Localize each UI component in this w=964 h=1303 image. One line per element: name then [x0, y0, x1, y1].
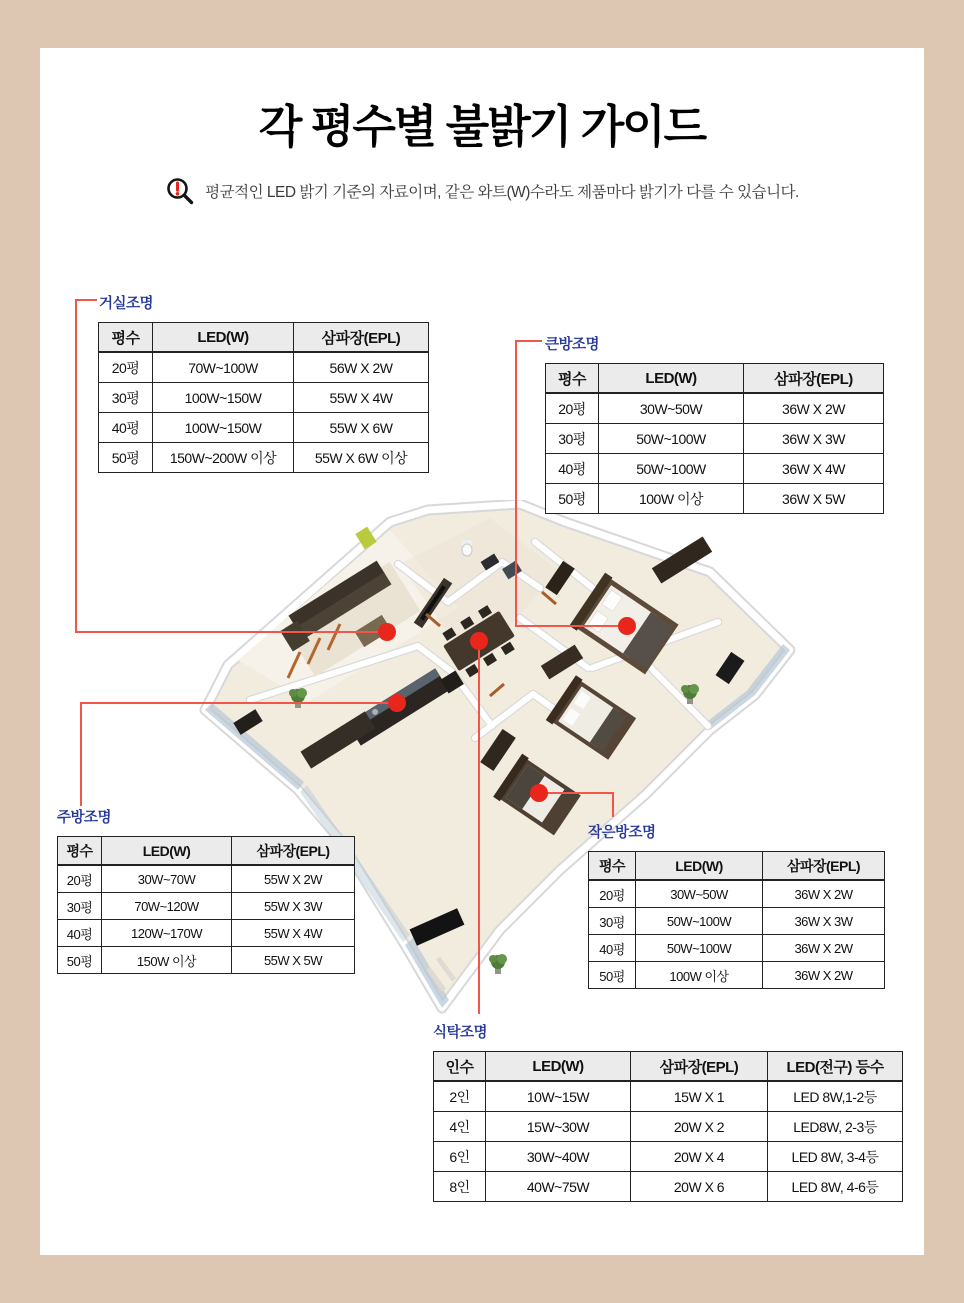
smallroom-table: [588, 851, 885, 989]
table-row: 4인 15W~30W 20W X 2 LED8W, 2-3등: [434, 1112, 903, 1142]
col-header: 인수: [434, 1052, 486, 1082]
table-label-bigroom: 큰방조명: [545, 337, 600, 353]
table-row: 40평 50W~100W 36W X 4W: [546, 454, 884, 484]
col-header: LED(W): [486, 1052, 631, 1082]
col-header: LED(W): [599, 364, 744, 394]
table-group-dining: [433, 1021, 903, 1202]
table-row: 30평 70W~120W 55W X 3W: [58, 893, 355, 920]
col-header: LED(W): [636, 852, 763, 881]
table-row: 50평 150W 이상 55W X 5W: [58, 947, 355, 974]
table-row: 30평 50W~100W 36W X 3W: [546, 424, 884, 454]
dining-table: [433, 1051, 903, 1202]
table-group-kitchen: [57, 806, 355, 974]
col-header: 평수: [589, 852, 636, 881]
col-header: 평수: [546, 364, 599, 394]
table-label-living: 거실조명: [99, 296, 154, 312]
col-header: 삼파장(EPL): [744, 364, 884, 394]
table-row: 30평 100W~150W 55W X 4W: [99, 383, 429, 413]
living-table: [98, 322, 429, 473]
table-row: 40평 50W~100W 36W X 2W: [589, 935, 885, 962]
table-row: 8인 40W~75W 20W X 6 LED 8W, 4-6등: [434, 1172, 903, 1202]
notice-text: 평균적인 LED 밝기 기준의 자료이며, 같은 와트(W)수라도 제품마다 밝기가 다를 수 있습니다.: [205, 184, 799, 201]
table-group-bigroom: [545, 333, 884, 514]
table-header-row: [546, 364, 884, 394]
table-header-row: [589, 852, 885, 881]
table-row: 6인 30W~40W 20W X 4 LED 8W, 3-4등: [434, 1142, 903, 1172]
table-row: 20평 30W~50W 36W X 2W: [589, 880, 885, 908]
col-header: LED(W): [153, 323, 294, 353]
table-row: 2인 10W~15W 15W X 1 LED 8W,1-2등: [434, 1081, 903, 1112]
table-group-smallroom: [588, 821, 885, 989]
col-header: 평수: [99, 323, 153, 353]
table-header-row: [99, 323, 429, 353]
table-label-smallroom: 작은방조명: [588, 825, 656, 841]
page-title: 각 평수별 불밝기 가이드: [258, 101, 706, 152]
table-row: 20평 30W~50W 36W X 2W: [546, 393, 884, 424]
kitchen-table: [57, 836, 355, 974]
col-header: 삼파장(EPL): [763, 852, 885, 881]
col-header: LED(전구) 등수: [768, 1052, 903, 1082]
table-label-dining: 식탁조명: [433, 1025, 488, 1041]
table-row: 50평 150W~200W 이상 55W X 6W 이상: [99, 443, 429, 473]
table-row: 40평 100W~150W 55W X 6W: [99, 413, 429, 443]
table-label-kitchen: 주방조명: [57, 810, 112, 826]
table-row: 20평 70W~100W 56W X 2W: [99, 352, 429, 383]
notice: [0, 174, 964, 208]
col-header: 평수: [58, 837, 102, 866]
magnifier-exclamation-icon: [165, 176, 195, 206]
bigroom-table: [545, 363, 884, 514]
table-group-living: [98, 292, 429, 473]
table-header-row: [434, 1052, 903, 1082]
table-header-row: [58, 837, 355, 866]
table-row: 40평 120W~170W 55W X 4W: [58, 920, 355, 947]
col-header: LED(W): [102, 837, 232, 866]
table-row: 20평 30W~70W 55W X 2W: [58, 865, 355, 893]
table-row: 30평 50W~100W 36W X 3W: [589, 908, 885, 935]
table-row: 50평 100W 이상 36W X 5W: [546, 484, 884, 514]
table-row: 50평 100W 이상 36W X 2W: [589, 962, 885, 989]
col-header: 삼파장(EPL): [294, 323, 429, 353]
col-header: 삼파장(EPL): [232, 837, 355, 866]
col-header: 삼파장(EPL): [631, 1052, 768, 1082]
